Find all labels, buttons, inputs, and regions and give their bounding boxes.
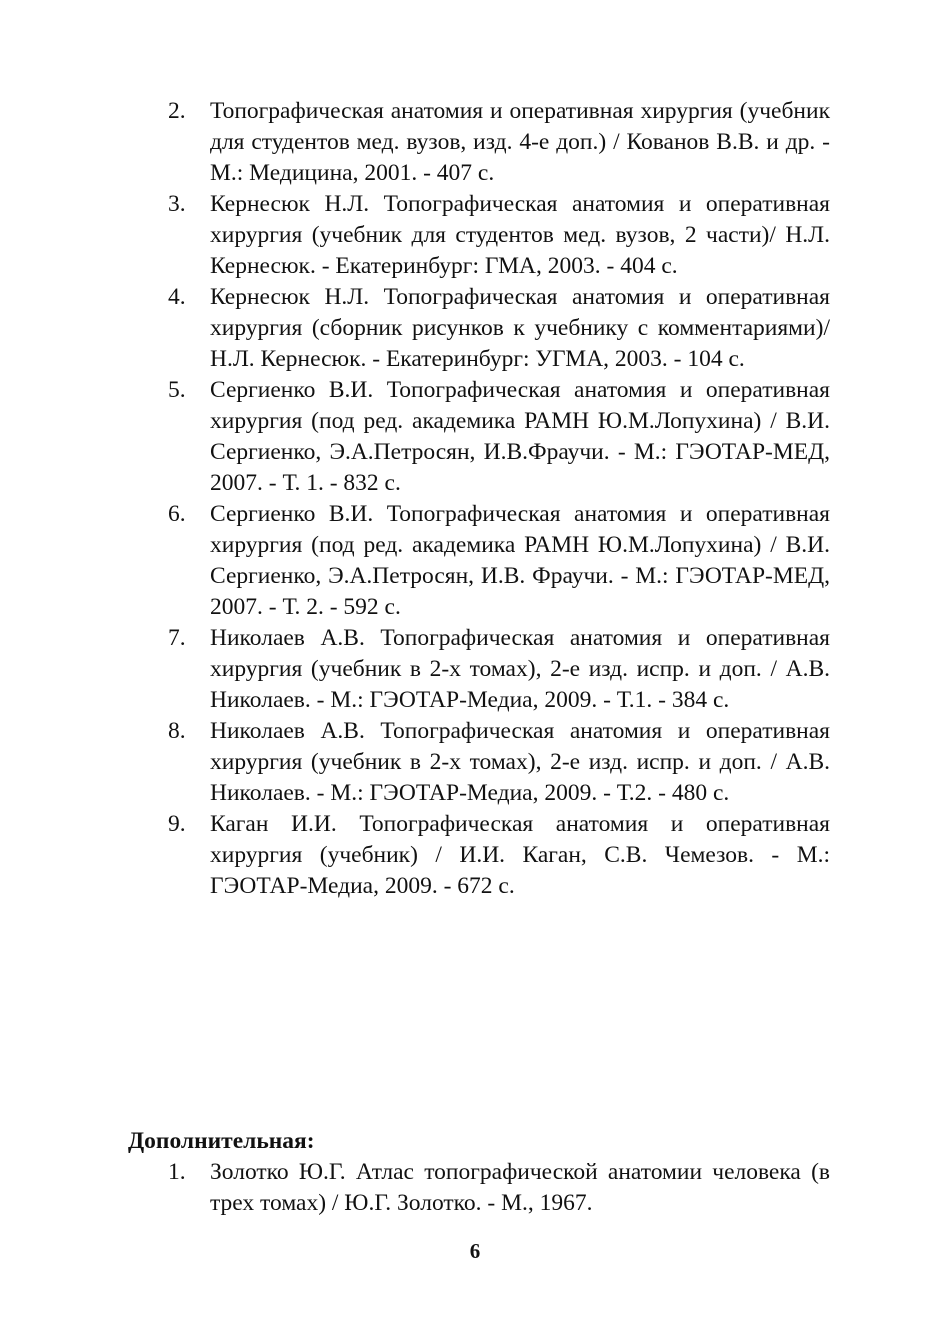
- reference-item: [168, 282, 830, 375]
- reference-text: Кернесюк Н.Л. Топографическая анатомия и оперативная хирургия (учебник для студентов мед. вузов, 2 части)/ Н.Л. Кернесюк. - Екатеринбург: ГМА, 2003. - 404 с.: [210, 191, 830, 279]
- reference-item: [168, 189, 830, 282]
- reference-number: 4.: [168, 284, 186, 310]
- reference-text: Каган И.И. Топографическая анатомия и оперативная хирургия (учебник) / И.И. Каган, С.В. Чемезов. - М.: ГЭОТАР-Медиа, 2009. - 672 с.: [210, 811, 830, 899]
- reference-number: 2.: [168, 98, 186, 124]
- reference-number: 5.: [168, 377, 186, 403]
- page-number: 6: [469, 1239, 481, 1263]
- main-reference-list: [168, 96, 830, 902]
- additional-section-heading: Дополнительная:: [128, 1128, 315, 1154]
- reference-item: [168, 1157, 830, 1219]
- reference-item: [168, 96, 830, 189]
- reference-text: Топографическая анатомия и оперативная хирургия (учебник для студентов мед. вузов, изд. 4-е доп.) / Кованов В.В. и др. - М.: Медицина, 2001. - 407 с.: [210, 98, 830, 186]
- reference-text: Сергиенко В.И. Топографическая анатомия и оперативная хирургия (под ред. академика РАМН Ю.М.Лопухина) / В.И. Сергиенко, Э.А.Петросян, И.В.Фраучи. - М.: ГЭОТАР-МЕД, 2007. - Т. 1. - 832 с.: [210, 377, 830, 496]
- additional-reference-list: [168, 1157, 830, 1219]
- reference-text: Сергиенко В.И. Топографическая анатомия и оперативная хирургия (под ред. академика РАМН Ю.М.Лопухина) / В.И. Сергиенко, Э.А.Петросян, И.В. Фраучи. - М.: ГЭОТАР-МЕД, 2007. - Т. 2. - 592 с.: [210, 501, 830, 620]
- reference-item: [168, 623, 830, 716]
- reference-text: Кернесюк Н.Л. Топографическая анатомия и оперативная хирургия (сборник рисунков к учебнику с комментариями)/ Н.Л. Кернесюк. - Екатеринбург: УГМА, 2003. - 104 с.: [210, 284, 830, 372]
- reference-item: [168, 375, 830, 499]
- reference-number: 8.: [168, 718, 186, 744]
- reference-text: Золотко Ю.Г. Атлас топографической анатомии человека (в трех томах) / Ю.Г. Золотко. - М., 1967.: [210, 1159, 830, 1216]
- reference-number: 9.: [168, 811, 186, 837]
- reference-number: 6.: [168, 501, 186, 527]
- reference-number: 1.: [168, 1159, 186, 1185]
- reference-item: [168, 716, 830, 809]
- reference-text: Николаев А.В. Топографическая анатомия и оперативная хирургия (учебник в 2-х томах), 2-е изд. испр. и доп. / А.В. Николаев. - М.: ГЭОТАР-Медиа, 2009. - Т.2. - 480 с.: [210, 718, 830, 806]
- reference-text: Николаев А.В. Топографическая анатомия и оперативная хирургия (учебник в 2-х томах), 2-е изд. испр. и доп. / А.В. Николаев. - М.: ГЭОТАР-Медиа, 2009. - Т.1. - 384 с.: [210, 625, 830, 713]
- reference-number: 7.: [168, 625, 186, 651]
- reference-item: [168, 499, 830, 623]
- reference-number: 3.: [168, 191, 186, 217]
- reference-item: [168, 809, 830, 902]
